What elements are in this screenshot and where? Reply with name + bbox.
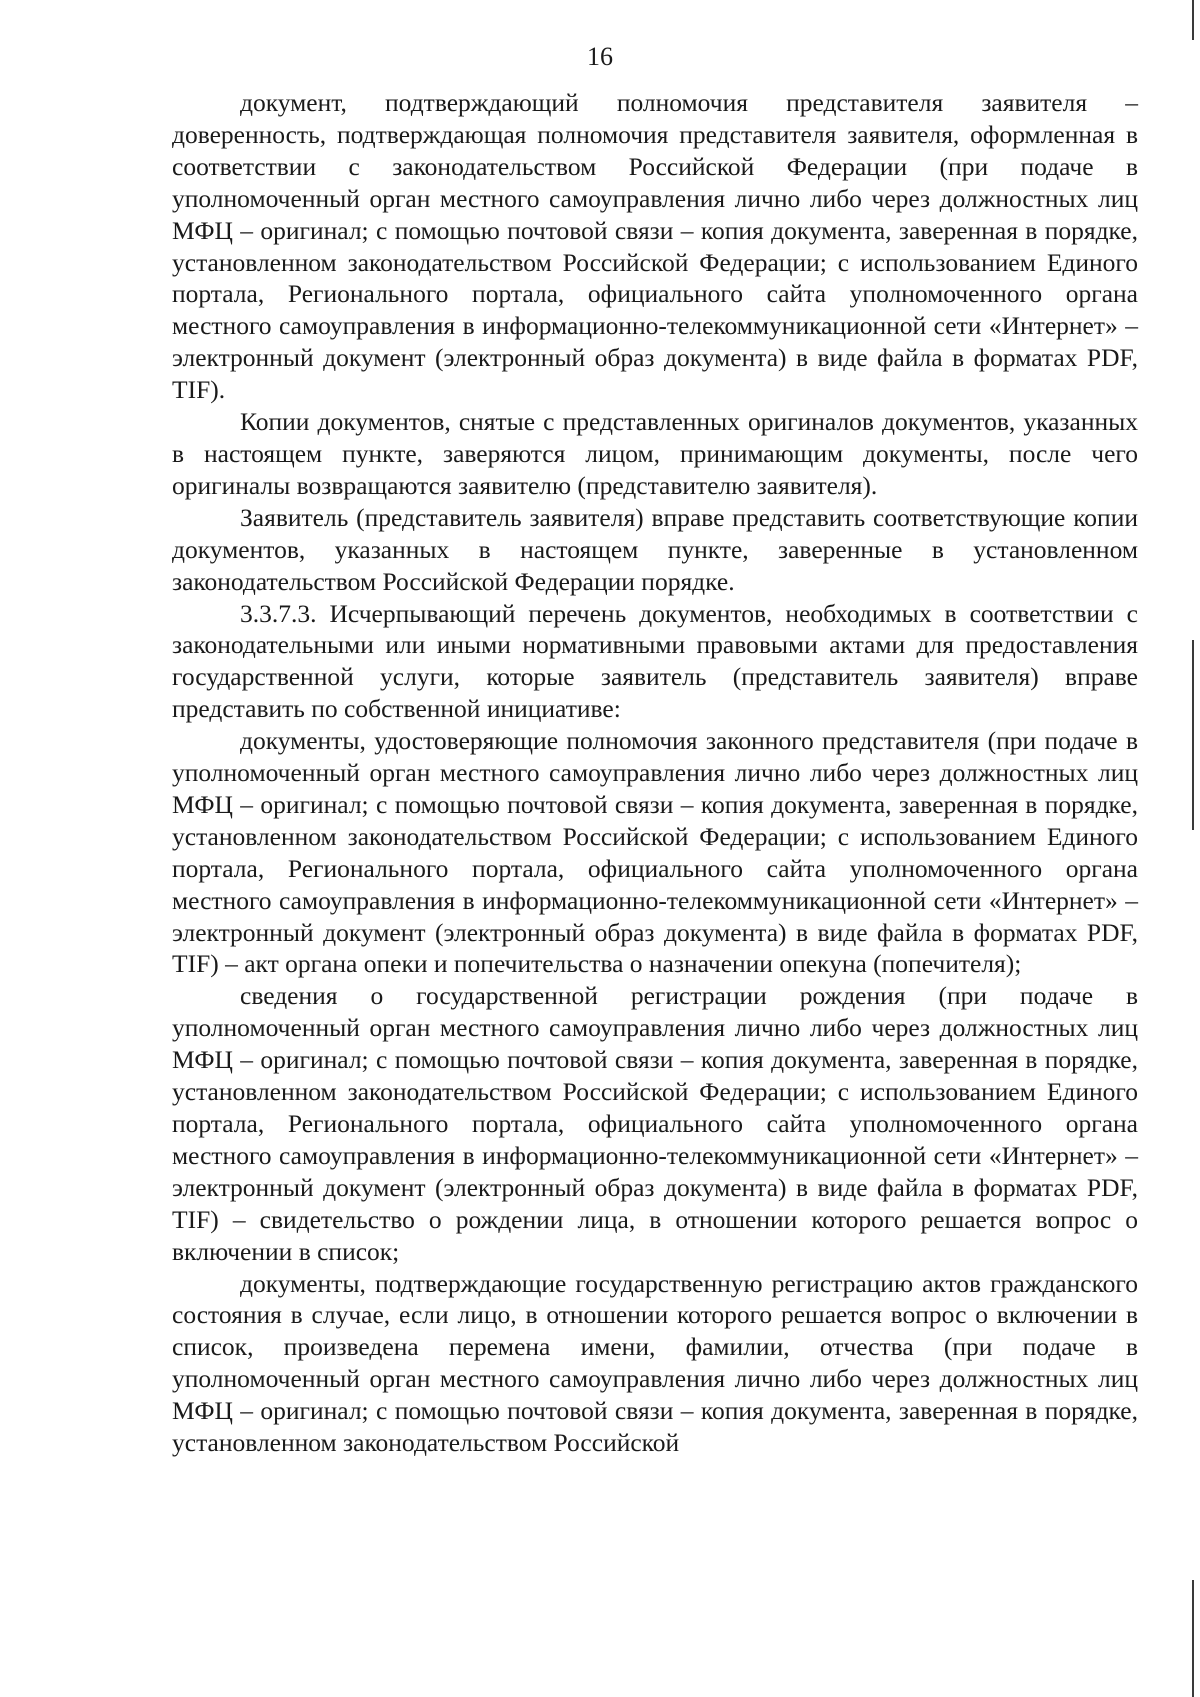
scan-edge-mark [1192,640,1194,830]
page-number: 16 [587,42,613,71]
paragraph-document-copies: Копии документов, снятые с представленных оригиналов документов, указанных в настоящем пункте, заверяются лицом, принимающим документы, после чего оригиналы возвращаются заявителю (представителю заявителя). [172,407,1138,500]
paragraph-civil-status-acts: документы, подтверждающие государственную регистрацию актов гражданского состояния в случае, если лицо, в отношении которого решается вопрос о включении в список, произведена перемена имени, фамилии, отчества (при подаче в уполномоченный орган местного самоуправления лично либо через должностных лиц МФЦ – оригинал; с помощью почтовой связи – копия документа, заверенная в порядке, установленном законодательством Российской [172,1268,1138,1458]
paragraph-representative-document: документ, подтверждающий полномочия представителя заявителя – доверенность, подтверждающая полномочия представителя заявителя, оформленная в соответствии с законодательством Российской Федерации (при подаче в уполномоченный орган местного самоуправления лично либо через должностных лиц МФЦ – оригинал; с помощью почтовой связи – копия документа, заверенная в порядке, установленном законодательством Российской Федерации; с использованием Единого портала, Регионального портала, официального сайта уполномоченного органа местного самоуправления в информационно-телекоммуникационной сети «Интернет» – электронный документ (электронный образ документа) в виде файла в форматах PDF, TIF). [172,88,1138,405]
paragraph-section-3-3-7-3: 3.3.7.3. Исчерпывающий перечень документов, необходимых в соответствии с законодательными или иными нормативными правовыми актами для предоставления государственной услуги, которые заявитель (представитель заявителя) вправе представить по собственной инициативе: [172,598,1138,724]
paragraph-applicant-right: Заявитель (представитель заявителя) вправе представить соответствующие копии документов, указанных в настоящем пункте, заверенные в установленном законодательством Российской Федерации порядке. [172,502,1138,596]
paragraph-legal-representative: документы, удостоверяющие полномочия законного представителя (при подаче в уполномоченный орган местного самоуправления лично либо через должностных лиц МФЦ – оригинал; с помощью почтовой связи – копия документа, заверенная в порядке, установленном законодательством Российской Федерации; с использованием Единого портала, Регионального портала, официального сайта уполномоченного органа местного самоуправления в информационно-телекоммуникационной сети «Интернет» – электронный документ (электронный образ документа) в виде файла в форматах PDF, TIF) – акт органа опеки и попечительства о назначении опекуна (попечителя); [172,726,1138,979]
document-body [172,87,1138,1459]
paragraph-birth-registration: сведения о государственной регистрации рождения (при подаче в уполномоченный орган местного самоуправления лично либо через должностных лиц МФЦ – оригинал; с помощью почтовой связи – копия документа, заверенная в порядке, установленном законодательством Российской Федерации; с использованием Единого портала, Регионального портала, официального сайта уполномоченного органа местного самоуправления в информационно-телекоммуникационной сети «Интернет» – электронный документ (электронный образ документа) в виде файла в форматах PDF, TIF) – свидетельство о рождении лица, в отношении которого решается вопрос о включении в список; [172,981,1138,1266]
scan-edge-mark [1192,0,1194,40]
scan-edge-mark [1192,1580,1194,1697]
